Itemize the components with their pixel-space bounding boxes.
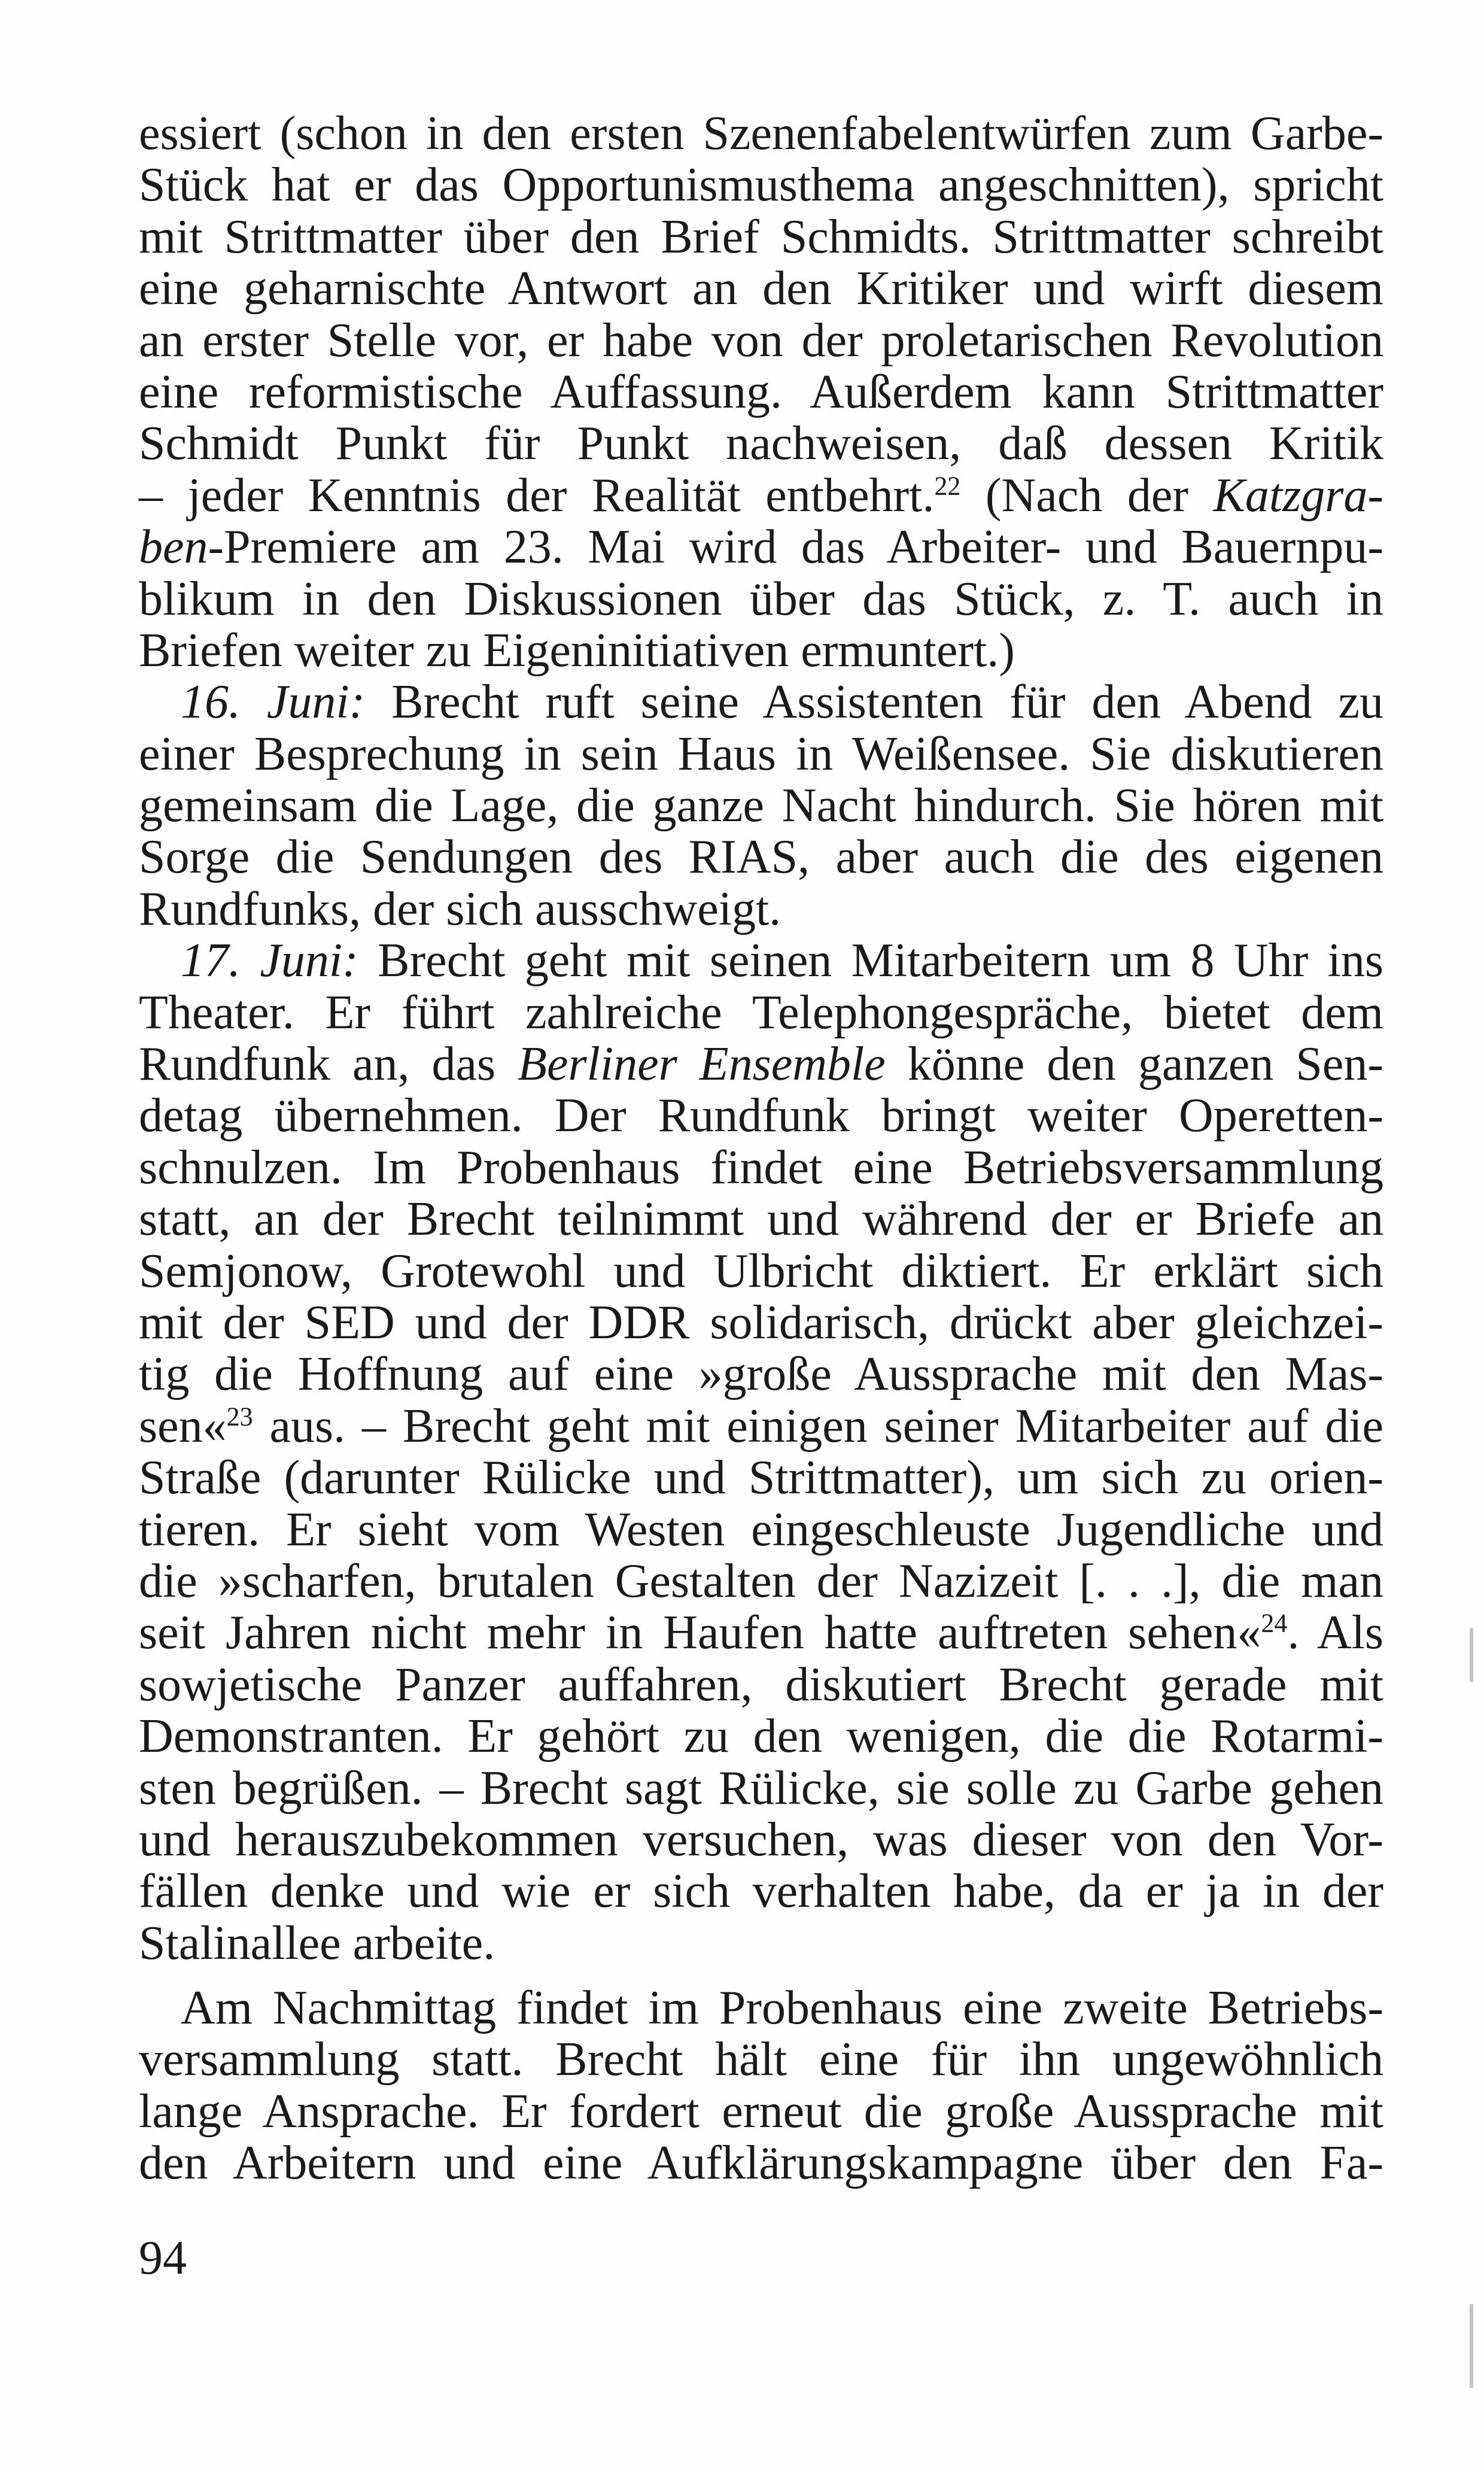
text-run: detag übernehmen. Der Rundfunk bringt weiter Operetten- <box>139 1089 1383 1143</box>
text-run: Rundfunks, der sich ausschweigt. <box>139 882 781 935</box>
text-line <box>139 1348 1383 1400</box>
text-line <box>139 728 1383 780</box>
text-line <box>139 1142 1383 1193</box>
text-line <box>139 1607 1383 1658</box>
text-line <box>139 1711 1383 1762</box>
text-line <box>139 1245 1383 1297</box>
text-run: Sorge die Sendungen des RIAS, aber auch die des eigenen <box>139 831 1383 884</box>
text-run: sten begrüßen. – Brecht sagt Rülicke, sie solle zu Garbe gehen <box>139 1761 1383 1815</box>
italic-text: Katzgra- <box>1213 469 1383 522</box>
text-run: mit der SED und der DDR solidarisch, drückt aber gleichzei- <box>139 1296 1383 1349</box>
text-run: Brecht geht mit seinen Mitarbeitern um 8 Uhr ins <box>358 934 1383 988</box>
text-line <box>139 1090 1383 1141</box>
text-run: sowjetische Panzer auffahren, diskutiert Brecht gerade mit <box>139 1658 1383 1711</box>
text-run: Am Nachmittag findet im Probenhaus eine zweite Betriebs- <box>181 1982 1383 2035</box>
text-line <box>139 1659 1383 1711</box>
text-line <box>139 1866 1383 1917</box>
text-line <box>139 780 1383 831</box>
page-number: 94 <box>139 2232 187 2284</box>
text-run: Demonstranten. Er gehört zu den wenigen, die die Rotarmi- <box>139 1710 1383 1763</box>
footnote-ref: 24 <box>1261 1608 1288 1638</box>
italic-text: 16. Juni: <box>181 676 366 729</box>
text-run: . Als <box>1287 1606 1384 1660</box>
text-line <box>139 470 1383 521</box>
italic-text: Berliner Ensemble <box>518 1038 886 1091</box>
text-run: Theater. Er führt zahlreiche Telephongespräche, bietet dem <box>139 986 1383 1039</box>
text-run: tig die Hoffnung auf eine »große Aussprache mit den Mas- <box>139 1348 1383 1401</box>
text-run: -Premiere am 23. Mai wird das Arbeiter- und Bauernpu- <box>208 521 1383 574</box>
text-run: und herauszubekommen versuchen, was dieser von den Vor- <box>139 1813 1383 1866</box>
text-line <box>139 987 1383 1038</box>
text-run: Schmidt Punkt für Punkt nachweisen, daß dessen Kritik <box>139 417 1383 470</box>
text-run: blikum in den Diskussionen über das Stück, z. T. auch in <box>139 572 1383 625</box>
text-line <box>139 1555 1383 1607</box>
body-text <box>139 108 1383 2189</box>
text-line <box>139 1504 1383 1555</box>
text-run: die »scharfen, brutalen Gestalten der Nazizeit [. . .], die man <box>139 1554 1383 1608</box>
text-line <box>139 366 1383 418</box>
text-line <box>139 2086 1383 2137</box>
text-run: Brecht ruft seine Assistenten für den Abend zu <box>365 676 1383 729</box>
text-run: fällen denke und wie er sich verhalten habe, da er ja in der <box>139 1865 1383 1918</box>
italic-text: ben <box>139 521 208 574</box>
text-run: essiert (schon in den ersten Szenenfabelentwürfen zum Garbe- <box>139 107 1383 160</box>
text-line <box>139 263 1383 314</box>
text-run: seit Jahren nicht mehr in Haufen hatte auftreten sehen« <box>139 1606 1261 1660</box>
text-line <box>139 211 1383 263</box>
text-line <box>139 2137 1383 2189</box>
text-run: aus. – Brecht geht mit einigen seiner Mitarbeiter auf die <box>253 1399 1383 1453</box>
text-line <box>139 159 1383 211</box>
text-line <box>139 108 1383 159</box>
text-run: Rundfunk an, das <box>139 1038 518 1091</box>
text-run: (Nach der <box>960 469 1214 522</box>
text-line <box>139 315 1383 366</box>
text-line <box>139 573 1383 625</box>
text-line <box>139 1982 1383 2034</box>
footnote-ref: 22 <box>934 471 961 501</box>
text-line <box>139 2034 1383 2085</box>
text-run: den Arbeitern und eine Aufklärungskampagne über den Fa- <box>139 2137 1383 2190</box>
text-run: eine geharnischte Antwort an den Kritiker und wirft diesem <box>139 262 1383 315</box>
text-line <box>139 935 1383 986</box>
text-line <box>139 1763 1383 1814</box>
text-line <box>139 1918 1383 1969</box>
text-run: statt, an der Brecht teilnimmt und während der er Briefe an <box>139 1193 1383 1246</box>
text-run: Stalinallee arbeite. <box>139 1916 495 1970</box>
text-run: könne den ganzen Sen- <box>885 1038 1383 1091</box>
footnote-ref: 23 <box>226 1402 253 1432</box>
paragraph-gap <box>139 1969 1383 1982</box>
text-line <box>139 1400 1383 1452</box>
text-run: Stück hat er das Opportunismusthema angeschnitten), spricht <box>139 159 1383 212</box>
text-line <box>139 883 1383 935</box>
text-run: gemeinsam die Lage, die ganze Nacht hindurch. Sie hören mit <box>139 779 1383 833</box>
text-line <box>139 625 1383 676</box>
text-line <box>139 676 1383 728</box>
text-run: lange Ansprache. Er fordert erneut die große Aussprache mit <box>139 2085 1383 2138</box>
text-line <box>139 418 1383 469</box>
text-line <box>139 1452 1383 1503</box>
text-run: tieren. Er sieht vom Westen eingeschleuste Jugendliche und <box>139 1503 1383 1556</box>
text-line <box>139 831 1383 883</box>
text-line <box>139 1038 1383 1090</box>
text-run: mit Strittmatter über den Brief Schmidts. Strittmatter schreibt <box>139 210 1383 263</box>
text-run: einer Besprechung in sein Haus in Weißensee. Sie diskutieren <box>139 727 1383 780</box>
text-run: eine reformistische Auffassung. Außerdem kann Strittmatter <box>139 365 1383 418</box>
text-line <box>139 1193 1383 1245</box>
text-run: sen« <box>139 1399 227 1453</box>
page-edge-mark <box>1470 2304 1473 2388</box>
text-run: – jeder Kenntnis der Realität entbehrt. <box>139 469 935 522</box>
text-run: an erster Stelle vor, er habe von der proletarischen Revolution <box>139 314 1383 367</box>
text-run: Straße (darunter Rülicke und Strittmatter), um sich zu orien- <box>139 1451 1383 1505</box>
text-run: schnulzen. Im Probenhaus findet eine Betriebsversammlung <box>139 1141 1383 1194</box>
text-run: versammlung statt. Brecht hält eine für ihn ungewöhnlich <box>139 2033 1383 2086</box>
page-edge-mark <box>1470 1628 1473 1682</box>
text-line <box>139 521 1383 573</box>
text-line <box>139 1297 1383 1348</box>
text-run: Briefen weiter zu Eigeninitiativen ermuntert.) <box>139 624 1015 677</box>
italic-text: 17. Juni: <box>181 934 358 988</box>
text-run: Semjonow, Grotewohl und Ulbricht diktiert. Er erklärt sich <box>139 1244 1383 1298</box>
text-line <box>139 1814 1383 1866</box>
